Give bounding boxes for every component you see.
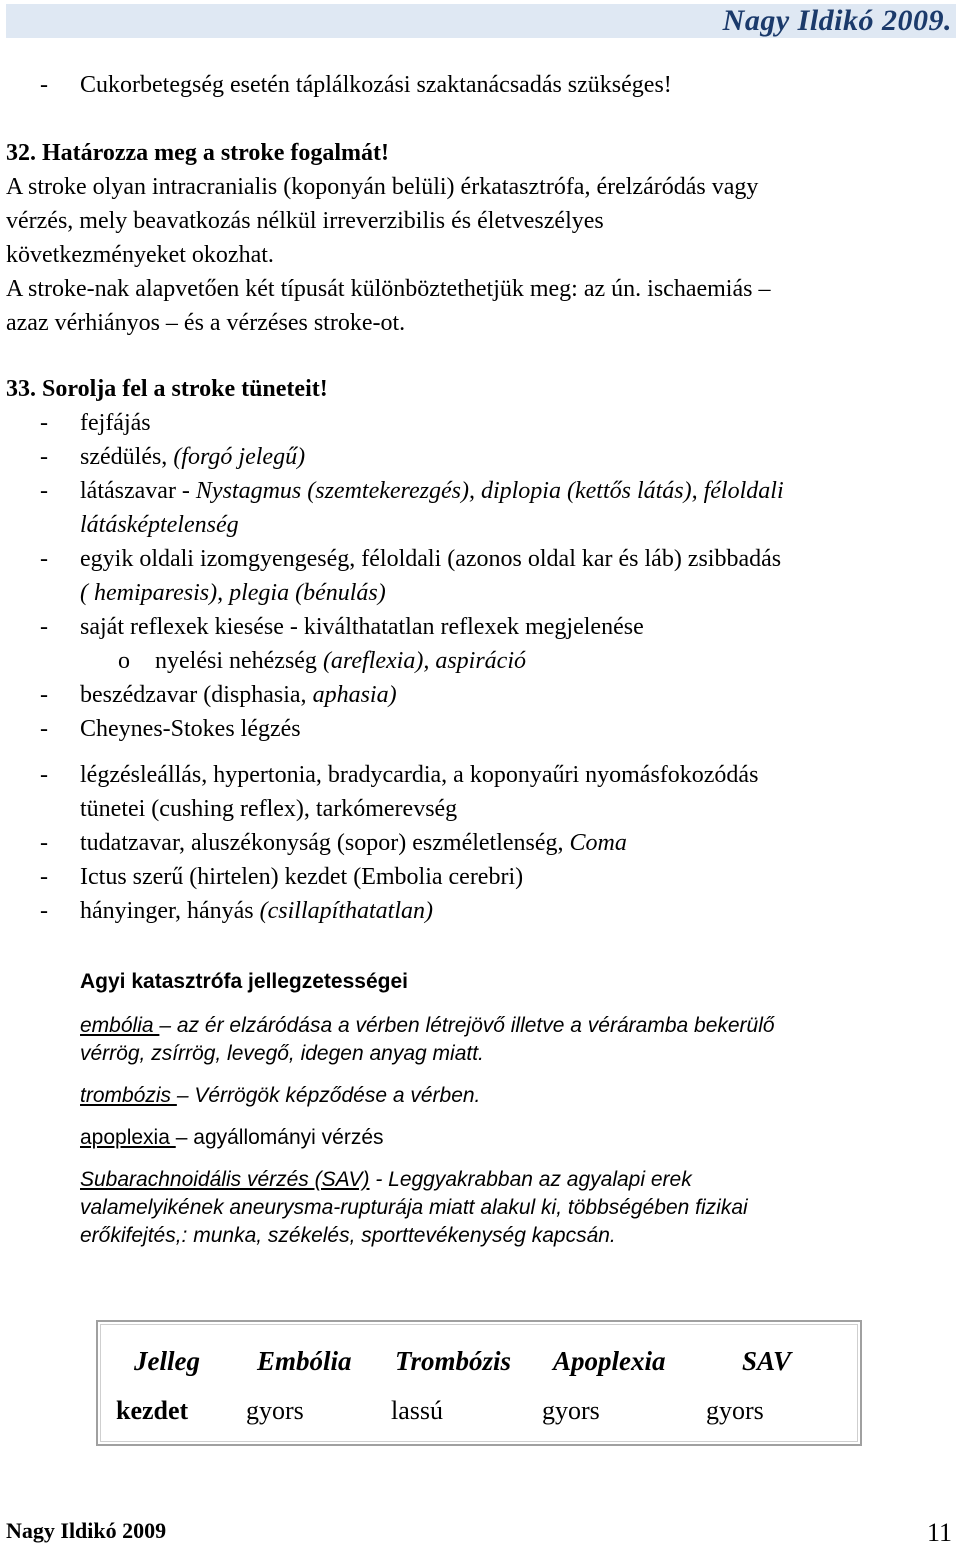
table-cell: kezdet	[116, 1396, 189, 1425]
table-header-cell: Trombózis	[395, 1346, 512, 1376]
symptom-text: hányinger, hányás (csillapíthatatlan)	[80, 898, 433, 924]
table-cell: gyors	[246, 1396, 304, 1425]
dash-marker: -	[40, 830, 48, 856]
dash-marker: -	[40, 478, 48, 504]
symptom-text: látászavar - Nystagmus (szemtekerezgés), diplopia (kettős látás), féloldali	[80, 478, 784, 504]
dash-marker: -	[40, 716, 48, 742]
symptom-text: Cheynes-Stokes légzés	[80, 716, 301, 742]
dash-marker: -	[40, 614, 48, 640]
table-cell: gyors	[542, 1396, 600, 1425]
symptom-text: szédülés, (forgó jelegű)	[80, 444, 306, 470]
term-trombozis: trombózis	[80, 1084, 177, 1107]
symptom-text: beszédzavar (disphasia, aphasia)	[80, 682, 397, 708]
symptom-text-cont: ( hemiparesis), plegia (bénulás)	[80, 580, 386, 606]
symptom-text: egyik oldali izomgyengeség, féloldali (azonos oldal kar és láb) zsibbadás	[80, 546, 782, 572]
symptom-text: fejfájás	[80, 410, 151, 436]
symptom-subtext: nyelési nehézség (areflexia), aspiráció	[155, 648, 526, 674]
symptom-text: légzésleállás, hypertonia, bradycardia, a koponyaűri nyomásfokozódás	[80, 762, 759, 788]
q32-line-5: azaz vérhiányos – és a vérzéses stroke-ot.	[6, 310, 406, 336]
term-apoplexia: apoplexia	[80, 1126, 176, 1149]
table-cell: gyors	[706, 1396, 764, 1425]
footer-author: Nagy Ildikó 2009	[6, 1518, 167, 1543]
definition-embolia-cont: vérrög, zsírrög, levegő, idegen anyag miatt.	[80, 1042, 484, 1065]
definition-embolia	[80, 1012, 775, 1040]
dash-marker: -	[40, 898, 48, 924]
term-embolia: embólia	[80, 1014, 160, 1037]
definition-text: – Vérrögök képződése a vérben.	[176, 1084, 481, 1107]
table-header-cell: Embólia	[257, 1346, 352, 1376]
section-title: Agyi katasztrófa jellegzetességei	[80, 970, 408, 993]
q32-line-1: A stroke olyan intracranialis (koponyán belüli) érkatasztrófa, érelzáródás vagy	[6, 174, 759, 200]
q32-line-4: A stroke-nak alapvetően két típusát különböztethetjük meg: az ún. ischaemiás –	[6, 276, 771, 302]
table-header-cell: Apoplexia	[553, 1346, 666, 1376]
q32-line-3: következményeket okozhat.	[6, 242, 274, 268]
table-cell: lassú	[391, 1396, 443, 1425]
symptom-text: saját reflexek kiesése - kiválthatatlan reflexek megjelenése	[80, 614, 644, 640]
dash-marker: -	[40, 864, 48, 890]
definition-text: - Leggyakrabban az agyalapi erek	[369, 1168, 692, 1191]
question-33-title: 33. Sorolja fel a stroke tüneteit!	[6, 376, 328, 402]
term-sav: Subarachnoidális vérzés (SAV)	[80, 1168, 370, 1191]
sub-bullet: o	[118, 648, 130, 674]
definition-sav-cont: valamelyikének aneurysma-rupturája miatt alakul ki, többségében fizikai	[80, 1196, 748, 1219]
definition-trombozis	[80, 1082, 480, 1110]
symptom-text: Ictus szerű (hirtelen) kezdet (Embolia cerebri)	[80, 864, 524, 890]
dash-marker: -	[40, 762, 48, 788]
q32-line-2: vérzés, mely beavatkozás nélkül irreverzibilis és életveszélyes	[6, 208, 604, 234]
table-header-cell: Jelleg	[134, 1346, 200, 1376]
definition-text: – agyállományi vérzés	[175, 1126, 384, 1149]
definition-sav	[80, 1166, 692, 1194]
symptom-text: tudatzavar, aluszékonyság (sopor) eszméletlenség, Coma	[80, 830, 627, 856]
definition-apoplexia	[80, 1124, 384, 1152]
definition-sav-cont: erőkifejtés,: munka, székelés, sporttevékenység kapcsán.	[80, 1224, 616, 1247]
intro-text: Cukorbetegség esetén táplálkozási szaktanácsadás szükséges!	[80, 72, 672, 98]
dash-marker: -	[40, 72, 48, 98]
definition-text: – az ér elzáródása a vérben létrejövő illetve a véráramba bekerülő	[159, 1014, 775, 1037]
header-author: Nagy Ildikó 2009.	[722, 4, 952, 37]
dash-marker: -	[40, 410, 48, 436]
dash-marker: -	[40, 444, 48, 470]
page-number: 11	[926, 1518, 952, 1547]
question-32-title: 32. Határozza meg a stroke fogalmát!	[6, 140, 390, 166]
symptom-text-cont: tünetei (cushing reflex), tarkómerevség	[80, 796, 458, 822]
symptom-text-cont: látásképtelenség	[80, 512, 239, 538]
table-header-cell: SAV	[742, 1346, 792, 1376]
dash-marker: -	[40, 682, 48, 708]
dash-marker: -	[40, 546, 48, 572]
